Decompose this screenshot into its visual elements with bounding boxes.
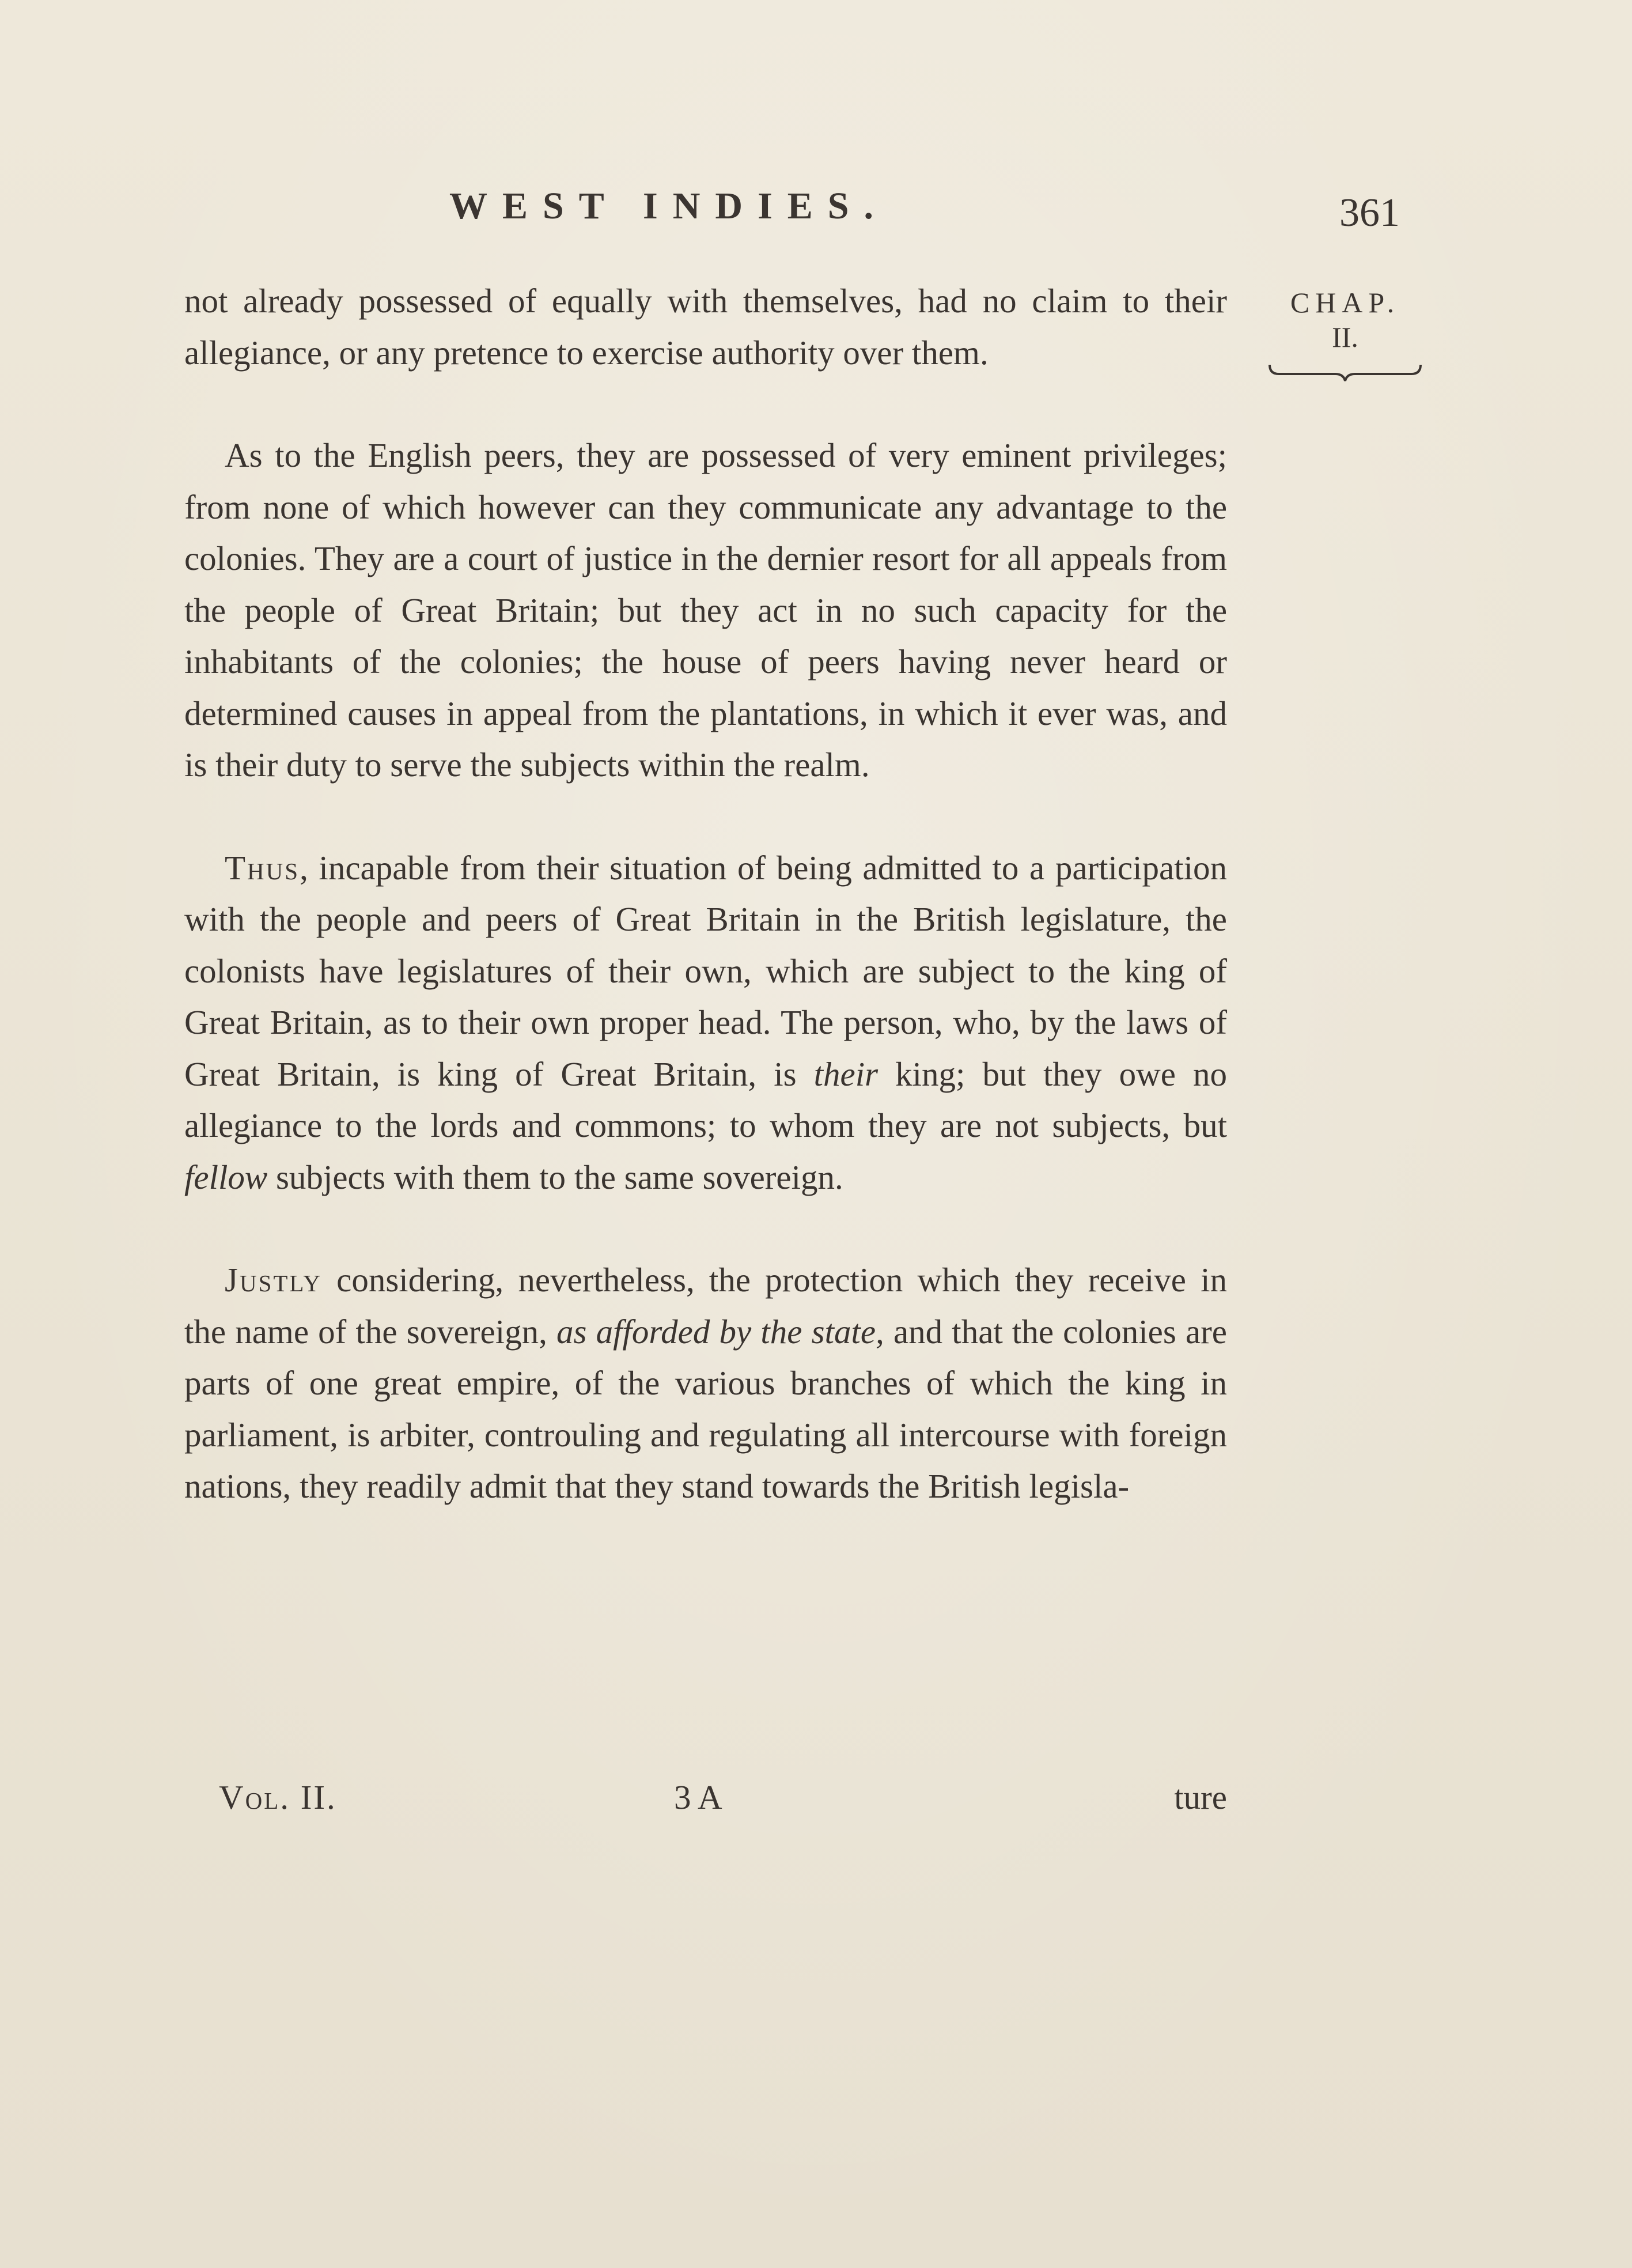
brace-ornament-icon: [1267, 360, 1423, 383]
chapter-label: CHAP.: [1290, 286, 1400, 319]
italic-phrase: as afforded by the state,: [556, 1312, 884, 1351]
italic-word: fellow: [184, 1158, 268, 1196]
chapter-margin-note: [1267, 285, 1423, 383]
paragraph-lead: Thus: [225, 848, 300, 887]
catchword: ture: [1174, 1778, 1227, 1816]
paragraph-text: considering, nevertheless, the protection which they receive in the name of the sovereign,: [184, 1261, 1227, 1351]
body-text: [184, 275, 1227, 1513]
paragraph-text: to the English peers, they are possessed of very eminent privileges; from none of which however can they communicate any advantage to the colonies. They are a court of justice in the dernier resort for all appeals from the people of Great Britain; but they act in no such capacity for the inhabitants of the colonies; the house of peers having never heard or determined causes in appeal from the plantations, in which it ever was, and is their duty to serve the subjects within the realm.: [184, 436, 1227, 784]
paragraph-lead: As: [225, 436, 263, 474]
paragraph-text: king; but they owe no allegiance to the lords and commons; to whom they are not subjects, but: [184, 1054, 1227, 1144]
italic-word: their: [813, 1054, 879, 1093]
paragraph-text: subjects with them to the same sovereign.: [267, 1158, 843, 1196]
paragraph-1: [184, 275, 1227, 379]
paragraph-lead: Justly: [225, 1261, 322, 1299]
signature-mark: 3 A: [674, 1778, 722, 1816]
page-footer: [184, 1778, 1227, 1824]
paragraph-4: [184, 1254, 1227, 1513]
running-title: WEST INDIES.: [449, 185, 888, 227]
paragraph-text: , incapable from their situation of being admitted to a participation with the people and peers of Great Britain in the British legislature, the colonists have legislatures of their own, which are subject to the king of Great Britain, as to their own proper head. The person, who, by the laws of Great Britain, is king of Great Britain, is: [184, 848, 1227, 1093]
page-number: 361: [1339, 191, 1400, 235]
chapter-number: II.: [1332, 321, 1358, 353]
paragraph-3: [184, 842, 1227, 1204]
paragraph-text: and that the colonies are parts of one great empire, of the various branches of which the king in parliament, is arbiter, controuling and regulating all intercourse with foreign nations, they readily admit that they stand towards the British legisla-: [184, 1312, 1227, 1505]
paragraph-2: [184, 430, 1227, 791]
paragraph-text: not already possessed of equally with themselves, had no claim to their allegiance, or any pretence to exercise authority over them.: [184, 282, 1227, 372]
volume-mark: Vol. II.: [219, 1778, 337, 1816]
